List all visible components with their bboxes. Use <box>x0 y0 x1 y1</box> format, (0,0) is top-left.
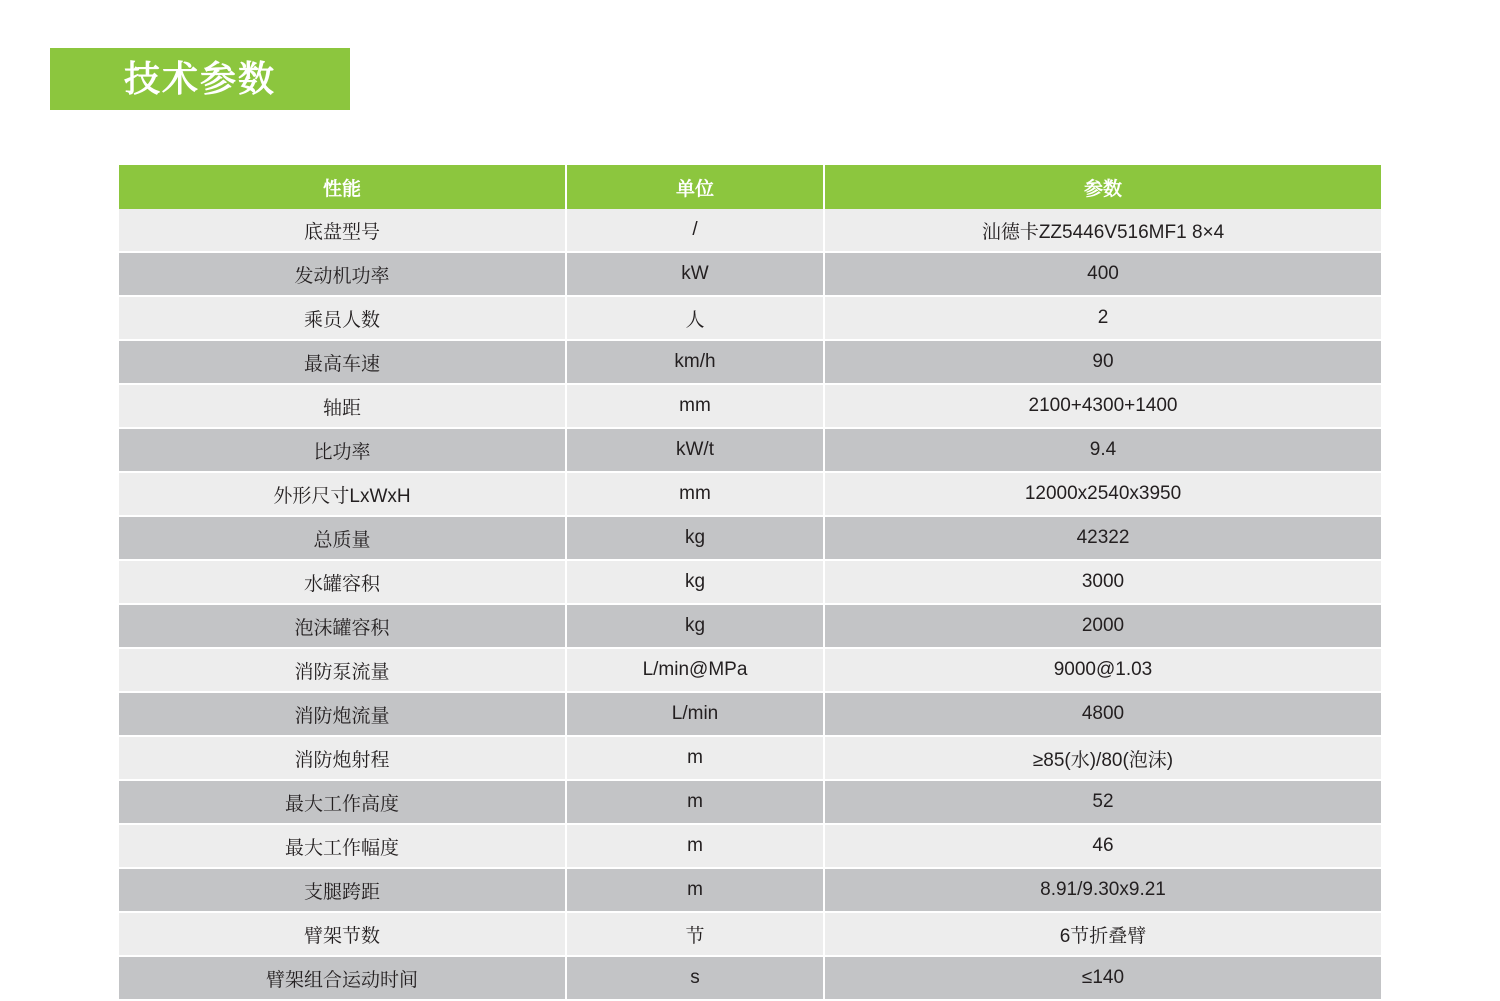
cell-parameter: 42322 <box>824 516 1381 560</box>
cell-parameter: 52 <box>824 780 1381 824</box>
table-row <box>119 824 1381 868</box>
cell-performance: 总质量 <box>119 516 566 560</box>
table-header <box>119 165 1381 209</box>
cell-unit: L/min <box>566 692 824 736</box>
column-header-unit: 单位 <box>566 165 824 209</box>
cell-performance: 轴距 <box>119 384 566 428</box>
table-row <box>119 956 1381 1000</box>
cell-performance: 消防炮流量 <box>119 692 566 736</box>
cell-unit: m <box>566 736 824 780</box>
table-row <box>119 472 1381 516</box>
column-header-parameter: 参数 <box>824 165 1381 209</box>
page-title-badge <box>50 48 350 110</box>
cell-performance: 最大工作幅度 <box>119 824 566 868</box>
cell-parameter: ≤140 <box>824 956 1381 1000</box>
cell-parameter: 9000@1.03 <box>824 648 1381 692</box>
cell-parameter: 汕德卡ZZ5446V516MF1 8×4 <box>824 209 1381 252</box>
cell-unit: kg <box>566 516 824 560</box>
cell-performance: 最大工作高度 <box>119 780 566 824</box>
technical-parameters-table <box>119 165 1381 1001</box>
cell-unit: kg <box>566 560 824 604</box>
cell-unit: km/h <box>566 340 824 384</box>
cell-unit: m <box>566 868 824 912</box>
table-row <box>119 428 1381 472</box>
cell-parameter: 12000x2540x3950 <box>824 472 1381 516</box>
cell-performance: 消防炮射程 <box>119 736 566 780</box>
table-row <box>119 736 1381 780</box>
page-title: 技术参数 <box>123 58 276 99</box>
cell-unit: L/min@MPa <box>566 648 824 692</box>
cell-unit: / <box>566 209 824 252</box>
cell-parameter: 9.4 <box>824 428 1381 472</box>
table-row <box>119 296 1381 340</box>
cell-performance: 消防泵流量 <box>119 648 566 692</box>
cell-performance: 底盘型号 <box>119 209 566 252</box>
table-row <box>119 868 1381 912</box>
column-header-performance: 性能 <box>119 165 566 209</box>
cell-parameter: 2 <box>824 296 1381 340</box>
cell-unit: kg <box>566 604 824 648</box>
table-row <box>119 692 1381 736</box>
cell-parameter: 2100+4300+1400 <box>824 384 1381 428</box>
cell-performance: 支腿跨距 <box>119 868 566 912</box>
cell-unit: mm <box>566 384 824 428</box>
table-row <box>119 340 1381 384</box>
cell-performance: 发动机功率 <box>119 252 566 296</box>
table-row <box>119 912 1381 956</box>
cell-parameter: 4800 <box>824 692 1381 736</box>
cell-unit: s <box>566 956 824 1000</box>
cell-performance: 比功率 <box>119 428 566 472</box>
cell-parameter: 46 <box>824 824 1381 868</box>
table-row <box>119 604 1381 648</box>
cell-unit: m <box>566 824 824 868</box>
cell-parameter: 3000 <box>824 560 1381 604</box>
table-row <box>119 252 1381 296</box>
cell-unit: m <box>566 780 824 824</box>
cell-parameter: 8.91/9.30x9.21 <box>824 868 1381 912</box>
table-row <box>119 384 1381 428</box>
table-row <box>119 209 1381 252</box>
cell-unit: mm <box>566 472 824 516</box>
cell-unit: 人 <box>566 296 824 340</box>
cell-unit: kW/t <box>566 428 824 472</box>
table-row <box>119 780 1381 824</box>
cell-performance: 泡沫罐容积 <box>119 604 566 648</box>
cell-performance: 外形尺寸LxWxH <box>119 472 566 516</box>
cell-performance: 最高车速 <box>119 340 566 384</box>
cell-performance: 水罐容积 <box>119 560 566 604</box>
table-row <box>119 560 1381 604</box>
cell-performance: 乘员人数 <box>119 296 566 340</box>
cell-parameter: 2000 <box>824 604 1381 648</box>
cell-parameter: 6节折叠臂 <box>824 912 1381 956</box>
cell-parameter: 90 <box>824 340 1381 384</box>
cell-parameter: ≥85(水)/80(泡沫) <box>824 736 1381 780</box>
table-body <box>119 209 1381 1000</box>
table-row <box>119 516 1381 560</box>
cell-performance: 臂架组合运动时间 <box>119 956 566 1000</box>
cell-unit: kW <box>566 252 824 296</box>
cell-unit: 节 <box>566 912 824 956</box>
cell-parameter: 400 <box>824 252 1381 296</box>
table-header-row <box>119 165 1381 209</box>
cell-performance: 臂架节数 <box>119 912 566 956</box>
table-row <box>119 648 1381 692</box>
